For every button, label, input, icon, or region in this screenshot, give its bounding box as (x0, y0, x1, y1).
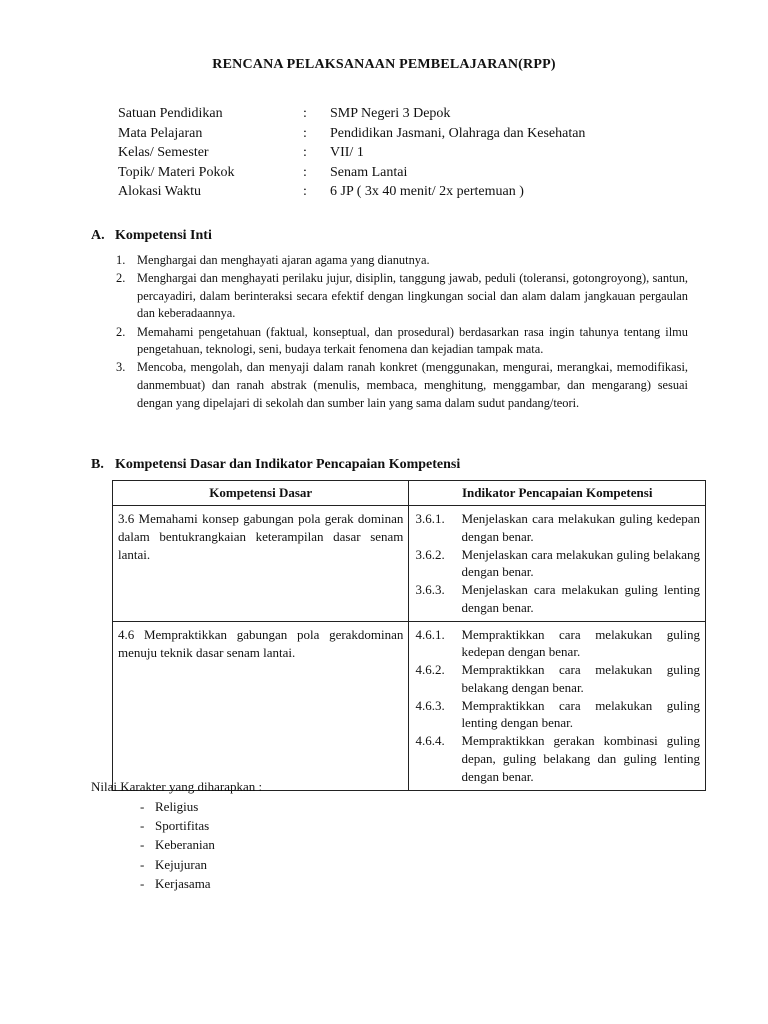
list-item (116, 324, 688, 359)
document-title: RENCANA PELAKSANAAN PEMBELAJARAN(RPP) (212, 57, 556, 72)
indicator-text: Menjelaskan cara melakukan guling belakang dengan benar. (461, 546, 700, 580)
column-header: Kompetensi Dasar (113, 481, 409, 506)
bullet-dash: - (140, 875, 145, 891)
list-item (140, 855, 215, 874)
indicator-item (414, 661, 700, 696)
section-title: Kompetensi Inti (115, 228, 212, 243)
indicator-item (414, 581, 700, 616)
list-number: 3. (116, 360, 126, 375)
section-letter: B. (91, 457, 104, 472)
list-item (140, 835, 215, 854)
section-letter: A. (91, 228, 105, 243)
indicator-text: Menjelaskan cara melakukan guling lenting dengan benar. (461, 582, 700, 615)
meta-value: SMP Negeri 3 Depok (330, 106, 451, 121)
kompetensi-inti-list (116, 252, 688, 413)
bullet-dash: - (140, 818, 145, 834)
kd-cell (113, 621, 409, 790)
kd-text: 3.6 Memahami konsep gabungan pola gerak dominan dalam bentukrangkaian keterampilan dasar senam lantai. (118, 511, 404, 562)
meta-colon: : (303, 145, 307, 160)
kd-text: 4.6 Mempraktikkan gabungan pola gerakdominan menuju teknik dasar senam lantai. (118, 626, 404, 660)
indicator-cell (409, 621, 706, 790)
indicator-text: Menjelaskan cara melakukan guling kedepan dengan benar. (461, 511, 700, 544)
meta-value: Pendidikan Jasmani, Olahraga dan Kesehatan (330, 125, 586, 141)
section-a-heading (91, 228, 212, 244)
list-text: Keberanian (155, 837, 215, 853)
indicator-number: 3.6.2. (415, 546, 445, 562)
indicator-text: Mempraktikkan gerakan kombinasi guling depan, guling belakang dan guling lenting dengan benar. (461, 733, 700, 784)
meta-label: Alokasi Waktu (118, 184, 201, 199)
list-text: Kerjasama (155, 875, 211, 891)
list-item (116, 252, 688, 270)
list-item (140, 874, 215, 893)
list-text: Menghargai dan menghayati ajaran agama yang dianutnya. (137, 253, 430, 267)
indicator-item (414, 510, 700, 545)
indicator-number: 4.6.3. (415, 697, 445, 713)
indicator-item (414, 626, 700, 661)
list-text: Religius (155, 799, 199, 814)
list-text: Mencoba, mengolah, dan menyaji dalam ranah konkret (menggunakan, mengurai, merangkai, memodifikasi, danmembuat) dan ranah abstrak (menulis, membaca, menghitung, menggambar, dan mengarang) sesuai dengan yang dipelajari di sekolah dan sumber lain yang sama dalam sudut pandang/teori. (137, 360, 688, 410)
indicator-item (414, 732, 700, 785)
indicator-number: 3.6.1. (415, 511, 445, 526)
list-item (116, 359, 688, 412)
meta-label: Topik/ Materi Pokok (118, 164, 235, 180)
nilai-karakter-list (140, 797, 215, 893)
list-text: Memahami pengetahuan (faktual, konseptual, dan prosedural) berdasarkan rasa ingin tahunya tentang ilmu pengetahuan, teknologi, seni, budaya terkait fenomena dan kejadian tampak mata. (137, 324, 688, 357)
meta-label: Satuan Pendidikan (118, 106, 223, 121)
indicator-cell (409, 506, 706, 622)
list-number: 2. (116, 271, 126, 286)
table-row (113, 621, 706, 790)
bullet-dash: - (140, 837, 145, 853)
list-item (140, 797, 215, 816)
kd-cell (113, 506, 409, 622)
bullet-dash: - (140, 856, 145, 872)
list-item (116, 270, 688, 323)
indicator-text: Mempraktikkan cara melakukan guling lenting dengan benar. (461, 697, 700, 731)
indicator-number: 3.6.3. (415, 582, 445, 598)
section-title: Kompetensi Dasar dan Indikator Pencapaian Kompetensi (115, 457, 461, 472)
column-header: Indikator Pencapaian Kompetensi (409, 481, 706, 506)
nilai-karakter-heading: Nilai Karakter yang diharapkan : (91, 779, 263, 794)
competency-table (112, 480, 706, 791)
indicator-number: 4.6.4. (415, 733, 445, 749)
indicator-number: 4.6.2. (415, 662, 445, 678)
table-row (113, 506, 706, 622)
meta-colon: : (303, 164, 307, 180)
indicator-item (414, 546, 700, 581)
list-item (140, 816, 215, 835)
section-b-heading (91, 457, 460, 473)
list-text: Menghargai dan menghayati perilaku jujur, disiplin, tanggung jawab, peduli (toleransi, gotongroyong), santun, percayadiri, dalam berinteraksi secara efektif dengan lingkungan social dan alam dalam jangkauan pergaulan dan keberadaannya. (137, 271, 688, 321)
bullet-dash: - (140, 799, 145, 814)
meta-label: Kelas/ Semester (118, 145, 209, 160)
list-number: 2. (116, 324, 126, 339)
indicator-text: Mempraktikkan cara melakukan guling belakang dengan benar. (461, 662, 700, 695)
table-header-row (113, 481, 706, 506)
list-text: Sportifitas (155, 818, 210, 834)
list-number: 1. (116, 253, 126, 267)
meta-value: 6 JP ( 3x 40 menit/ 2x pertemuan ) (330, 184, 524, 199)
list-text: Kejujuran (155, 856, 207, 872)
indicator-text: Mempraktikkan cara melakukan guling kedepan dengan benar. (461, 626, 700, 660)
indicator-number: 4.6.1. (415, 626, 445, 642)
meta-colon: : (303, 184, 307, 199)
meta-label: Mata Pelajaran (118, 125, 203, 141)
meta-colon: : (303, 106, 307, 121)
meta-value: VII/ 1 (330, 145, 364, 160)
meta-value: Senam Lantai (330, 164, 408, 180)
indicator-item (414, 697, 700, 732)
meta-colon: : (303, 125, 307, 141)
